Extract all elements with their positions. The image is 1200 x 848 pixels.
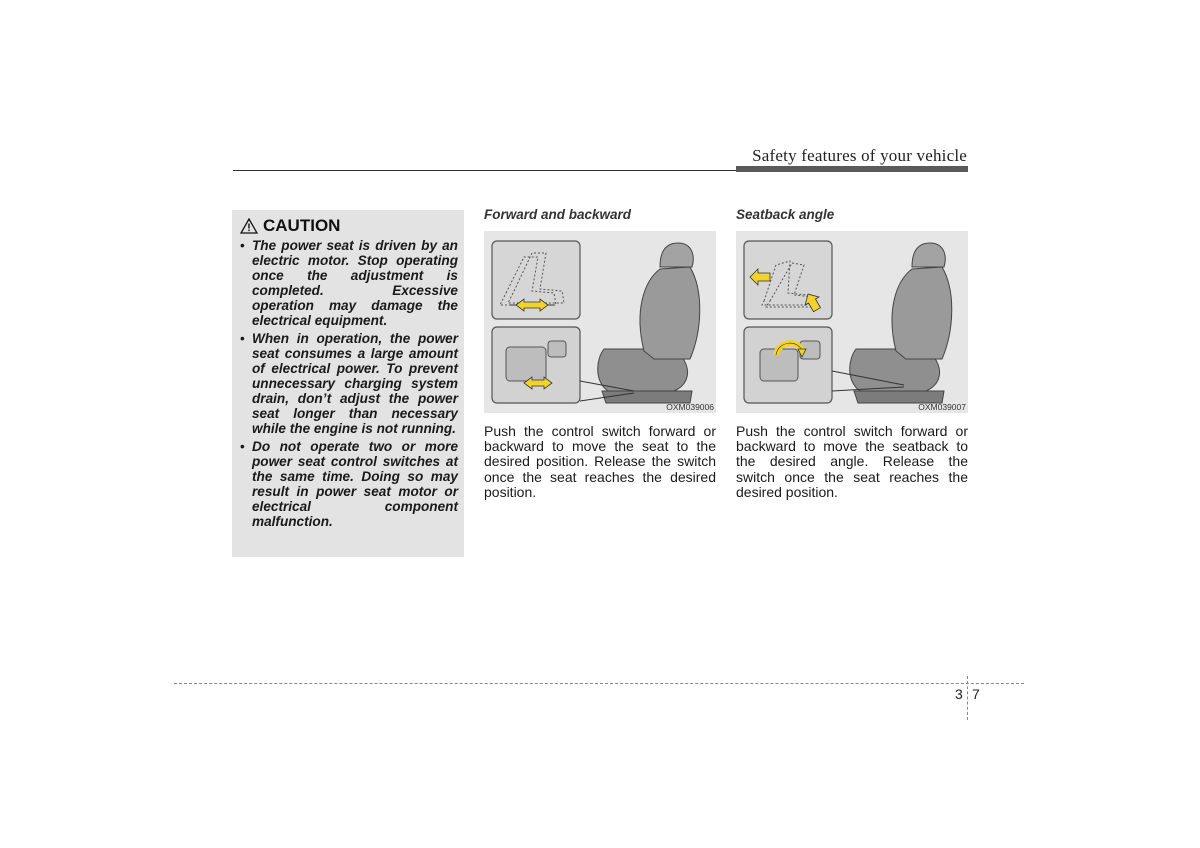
footer-rule [174,683,1024,684]
seat-illustration [736,231,968,413]
seat-figure-forward-backward [484,231,716,413]
caution-item: • The power seat is driven by an electric motor. Stop operating once the adjustment is completed. Excessive operation may damage the electrical equipment. [240,238,458,328]
page-chapter-number: 3 [955,686,963,702]
caution-title: CAUTION [263,216,341,235]
caution-box [232,210,464,557]
section-seatback-angle [736,207,968,500]
header-bar [736,166,968,172]
footer-divider [967,676,968,720]
section-heading: Seatback angle [736,207,835,222]
warning-triangle-icon [240,218,258,234]
section-heading: Forward and backward [484,207,632,222]
caution-item: • When in operation, the power seat consumes a large amount of electrical power. To prevent unnecessary charging system drain, don’t adjust the power seat longer than necessary while the engine is not running. [240,331,458,436]
caution-heading [240,216,340,236]
section-forward-backward [484,207,716,500]
figure-code: OXM039006 [666,402,714,412]
page-number: 7 [972,686,980,702]
section-body-text: Push the control switch forward or backward to move the seatback to the desired angle. Release the switch once the seat reaches the desired position. [736,423,968,500]
header-rule [233,170,736,171]
section-body-text: Push the control switch forward or backward to move the seat to the desired position. Release the switch once the seat reaches the desired position. [484,423,716,500]
caution-list [240,238,458,532]
seat-figure-seatback-angle [736,231,968,413]
page-header-title: Safety features of your vehicle [752,146,967,165]
seat-illustration [484,231,716,413]
caution-item: • Do not operate two or more power seat control switches at the same time. Doing so may result in power seat motor or electrical component malfunction. [240,439,458,529]
figure-code: OXM039007 [918,402,966,412]
